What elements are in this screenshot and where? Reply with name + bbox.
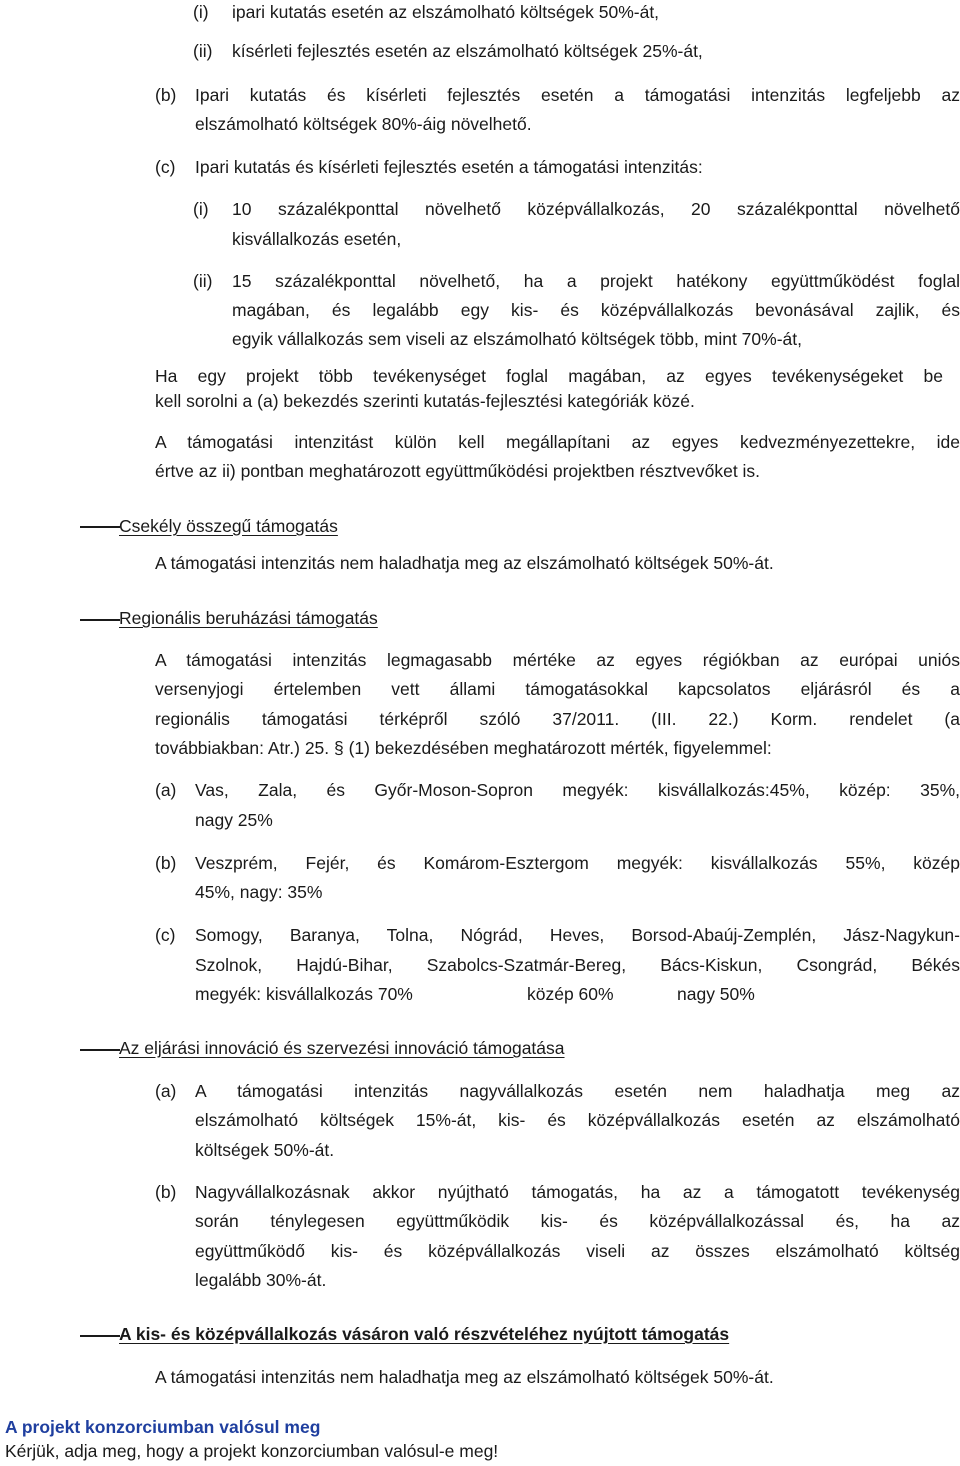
paragraph-line: 15 százalékponttal növelhető, ha a projekt hatékony együttműködést foglal (232, 271, 960, 291)
paragraph-line: magában, és legalább egy kis- és középvállalkozás bevonásával zajlik, és (232, 300, 960, 320)
section-heading: Csekély összegű támogatás (119, 516, 338, 536)
paragraph-line: elszámolható költségek 15%-át, kis- és középvállalkozás esetén az elszámolható (195, 1110, 960, 1130)
bullet-dash (80, 526, 120, 528)
paragraph-line: Ha egy projekt több tevékenységet foglal magában, az egyes tevékenységeket be (155, 366, 943, 386)
item-label: (c) (155, 925, 176, 945)
paragraph-line: megyék: kisvállalkozás 70% (195, 984, 413, 1004)
item-label: (a) (155, 780, 177, 800)
paragraph-line: Szolnok, Hajdú-Bihar, Szabolcs-Szatmár-Bereg, Bács-Kiskun, Csongrád, Békés (195, 955, 960, 975)
paragraph-line: nagy 25% (195, 810, 273, 830)
paragraph-line: Ipari kutatás és kísérleti fejlesztés esetén a támogatási intenzitás legfeljebb az (195, 85, 960, 105)
item-label: (a) (155, 1081, 177, 1101)
paragraph-line: A támogatási intenzitás nem haladhatja meg az elszámolható költségek 50%-át. (155, 1367, 774, 1387)
paragraph-line: Vas, Zala, és Győr-Moson-Sopron megyék: kisvállalkozás:45%, közép: 35%, (195, 780, 960, 800)
paragraph-line: elszámolható költségek 80%-áig növelhető. (195, 114, 532, 134)
item-label: (b) (155, 85, 177, 105)
paragraph-line: egyik vállalkozás sem viseli az elszámolható költségek több, mint 70%-át, (232, 329, 802, 349)
paragraph-line: versenyjogi értelemben vett állami támogatásokkal kapcsolatos eljárásról és a (155, 679, 960, 699)
paragraph-line: A támogatási intenzitást külön kell megállapítani az egyes kedvezményezettekre, ide (155, 432, 960, 452)
bullet-dash (80, 1049, 120, 1051)
footer-question: Kérjük, adja meg, hogy a projekt konzorciumban valósul-e meg! (5, 1441, 499, 1461)
paragraph-line: kell sorolni a (a) bekezdés szerinti kutatás-fejlesztési kategóriák közé. (155, 391, 695, 411)
item-label: (ii) (193, 271, 213, 291)
paragraph-line: kisvállalkozás esetén, (232, 229, 402, 249)
paragraph-line: Ipari kutatás és kísérleti fejlesztés esetén a támogatási intenzitás: (195, 157, 703, 177)
section-heading: A kis- és középvállalkozás vásáron való részvételéhez nyújtott támogatás (119, 1324, 730, 1344)
paragraph-line: 10 százalékponttal növelhető középvállalkozás, 20 százalékponttal növelhető (232, 199, 960, 219)
item-text: ipari kutatás esetén az elszámolható költségek 50%-át, (232, 2, 660, 22)
paragraph-line: értve az ii) pontban meghatározott együttműködési projektben résztvevőket is. (155, 461, 761, 481)
paragraph-line: nagy 50% (677, 984, 755, 1004)
item-label: (i) (193, 2, 209, 22)
item-text: kísérleti fejlesztés esetén az elszámolható költségek 25%-át, (232, 41, 703, 61)
item-label: (b) (155, 853, 177, 873)
paragraph-line: Veszprém, Fejér, és Komárom-Esztergom megyék: kisvállalkozás 55%, közép (195, 853, 960, 873)
paragraph-line: legalább 30%-át. (195, 1270, 327, 1290)
section-heading: Regionális beruházási támogatás (119, 608, 378, 628)
paragraph-line: továbbiakban: Atr.) 25. § (1) bekezdésében meghatározott mérték, figyelemmel: (155, 738, 772, 758)
item-label: (c) (155, 157, 176, 177)
footer-title: A projekt konzorciumban valósul meg (5, 1417, 321, 1437)
paragraph-line: Nagyvállalkozásnak akkor nyújtható támogatás, ha az a támogatott tevékenység (195, 1182, 960, 1202)
paragraph-line: során ténylegesen együttműködik kis- és középvállalkozással és, ha az (195, 1211, 960, 1231)
bullet-dash (80, 1335, 120, 1337)
paragraph-line: együttműködő kis- és középvállalkozás viseli az összes elszámolható költség (195, 1241, 960, 1261)
item-label: (b) (155, 1182, 177, 1202)
paragraph-line: A támogatási intenzitás nem haladhatja meg az elszámolható költségek 50%-át. (155, 553, 774, 573)
paragraph-line: Somogy, Baranya, Tolna, Nógrád, Heves, Borsod-Abaúj-Zemplén, Jász-Nagykun- (195, 925, 960, 945)
paragraph-line: 45%, nagy: 35% (195, 882, 323, 902)
item-label: (ii) (193, 41, 213, 61)
paragraph-line: A támogatási intenzitás nagyvállalkozás esetén nem haladhatja meg az (195, 1081, 960, 1101)
paragraph-line: A támogatási intenzitás legmagasabb mértéke az egyes régiókban az európai uniós (155, 650, 960, 670)
item-label: (i) (193, 199, 209, 219)
paragraph-line: költségek 50%-át. (195, 1140, 335, 1160)
bullet-dash (80, 619, 120, 621)
paragraph-line: közép 60% (527, 984, 614, 1004)
paragraph-line: regionális támogatási térképről szóló 37/2011. (III. 22.) Korm. rendelet (a (155, 709, 960, 729)
section-heading: Az eljárási innováció és szervezési innováció támogatása (119, 1038, 565, 1058)
